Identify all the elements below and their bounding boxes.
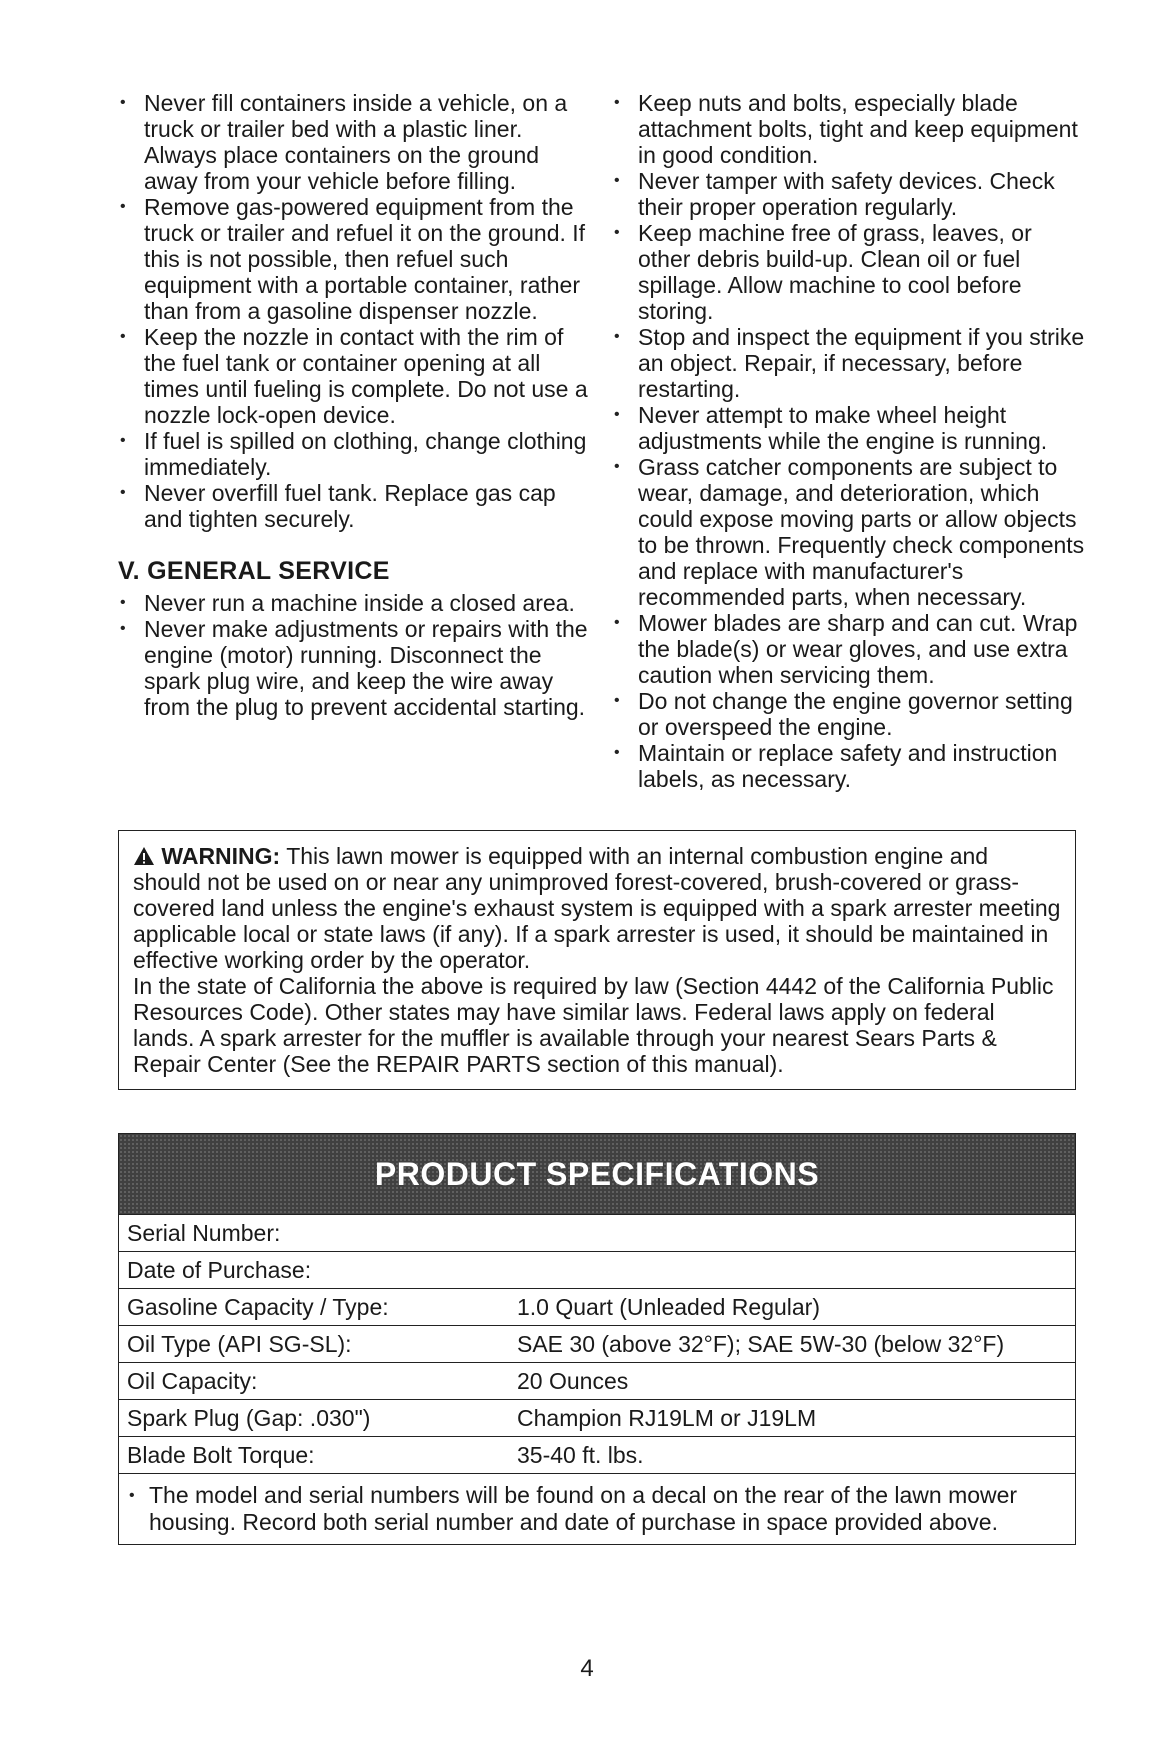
warning-triangle-icon: [133, 843, 161, 869]
general-service-list-continued: [612, 90, 1090, 792]
list-item: • Never overfill fuel tank. Replace gas cap and tighten securely.: [118, 480, 596, 532]
list-item: • Never attempt to make wheel height adjustments while the engine is running.: [612, 402, 1090, 454]
general-service-list: [118, 590, 596, 720]
list-item: • Never make adjustments or repairs with the engine (motor) running. Disconnect the spark plug wire, and keep the wire away from the plug to prevent accidental starting.: [118, 616, 596, 720]
spec-row-oil-capacity: [119, 1362, 1075, 1399]
left-column: [118, 90, 596, 720]
warning-paragraph-california: In the state of California the above is required by law (Section 4442 of the California Public Resources Code). Other states may have similar laws. Federal laws apply on federal lands. A spark arrester for the muffler is available through your nearest Sears Parts & Repair Center (See the REPAIR PARTS section of this manual).: [133, 973, 1054, 1077]
list-item: • If fuel is spilled on clothing, change clothing immediately.: [118, 428, 596, 480]
spec-value: SAE 30 (above 32°F); SAE 5W-30 (below 32°F): [517, 1330, 1005, 1357]
product-specifications-table: [118, 1133, 1076, 1545]
list-item: • Never fill containers inside a vehicle, on a truck or trailer bed with a plastic liner. Always place containers on the ground away from your vehicle before filling.: [118, 90, 596, 194]
warning-text: This lawn mower is equipped with an internal combustion engine and should not be used on or near any unimproved forest-covered, brush-covered or grass-covered land unless the engine's exhaust system is equipped with a spark arrester meeting applicable local or state laws (if any). If a spark arrester is used, it should be maintained in effective working order by the operator.: [133, 843, 1061, 973]
spec-row-blade-bolt-torque: [119, 1436, 1075, 1473]
list-item: • Mower blades are sharp and can cut. Wrap the blade(s) or wear gloves, and use extra caution when servicing them.: [612, 610, 1090, 688]
spec-row-serial-number: [119, 1214, 1075, 1251]
section-title: V. GENERAL SERVICE: [118, 557, 390, 585]
list-item: • Keep the nozzle in contact with the rim of the fuel tank or container opening at all times until fueling is complete. Do not use a nozzle lock-open device.: [118, 324, 596, 428]
spec-row-gasoline: [119, 1288, 1075, 1325]
spec-label: Serial Number:: [127, 1219, 281, 1246]
list-item: • Never run a machine inside a closed area.: [118, 590, 596, 616]
list-item: • The model and serial numbers will be found on a decal on the rear of the lawn mower housing. Record both serial number and date of purchase in space provided above.: [127, 1482, 1067, 1536]
spec-value: 35-40 ft. lbs.: [517, 1441, 644, 1468]
warning-label: WARNING:: [161, 843, 281, 869]
spec-label: Blade Bolt Torque:: [127, 1441, 315, 1468]
right-column: [612, 90, 1090, 792]
specs-title: PRODUCT SPECIFICATIONS: [119, 1134, 1075, 1214]
spec-value: Champion RJ19LM or J19LM: [517, 1404, 817, 1431]
fuel-safety-list: [118, 90, 596, 532]
spec-value: 20 Ounces: [517, 1367, 629, 1394]
spec-row-spark-plug: [119, 1399, 1075, 1436]
spec-note-list: [127, 1482, 1067, 1536]
list-item: • Maintain or replace safety and instruction labels, as necessary.: [612, 740, 1090, 792]
spec-label: Oil Type (API SG-SL):: [127, 1330, 352, 1357]
list-item: • Keep machine free of grass, leaves, or other debris build-up. Clean oil or fuel spillage. Allow machine to cool before storing.: [612, 220, 1090, 324]
spec-value: 1.0 Quart (Unleaded Regular): [517, 1293, 820, 1320]
spec-label: Spark Plug (Gap: .030"): [127, 1404, 371, 1431]
warning-paragraph: [133, 843, 1061, 973]
warning-box: [118, 830, 1076, 1090]
spec-row-date-of-purchase: [119, 1251, 1075, 1288]
list-item: • Keep nuts and bolts, especially blade attachment bolts, tight and keep equipment in good condition.: [612, 90, 1090, 168]
list-item: • Do not change the engine governor setting or overspeed the engine.: [612, 688, 1090, 740]
spec-label: Date of Purchase:: [127, 1256, 312, 1283]
list-item: • Never tamper with safety devices. Check their proper operation regularly.: [612, 168, 1090, 220]
spec-label: Oil Capacity:: [127, 1367, 258, 1394]
spec-note: [119, 1473, 1075, 1544]
spec-row-oil-type: [119, 1325, 1075, 1362]
page-number: 4: [580, 1655, 594, 1682]
list-item: • Stop and inspect the equipment if you strike an object. Repair, if necessary, before restarting.: [612, 324, 1090, 402]
spec-label: Gasoline Capacity / Type:: [127, 1293, 389, 1320]
list-item: • Grass catcher components are subject to wear, damage, and deterioration, which could expose moving parts or allow objects to be thrown. Frequently check components and replace with manufacturer's recommended parts, when necessary.: [612, 454, 1090, 610]
list-item: • Remove gas-powered equipment from the truck or trailer and refuel it on the ground. If this is not possible, then refuel such equipment with a portable container, rather than from a gasoline dispenser nozzle.: [118, 194, 596, 324]
